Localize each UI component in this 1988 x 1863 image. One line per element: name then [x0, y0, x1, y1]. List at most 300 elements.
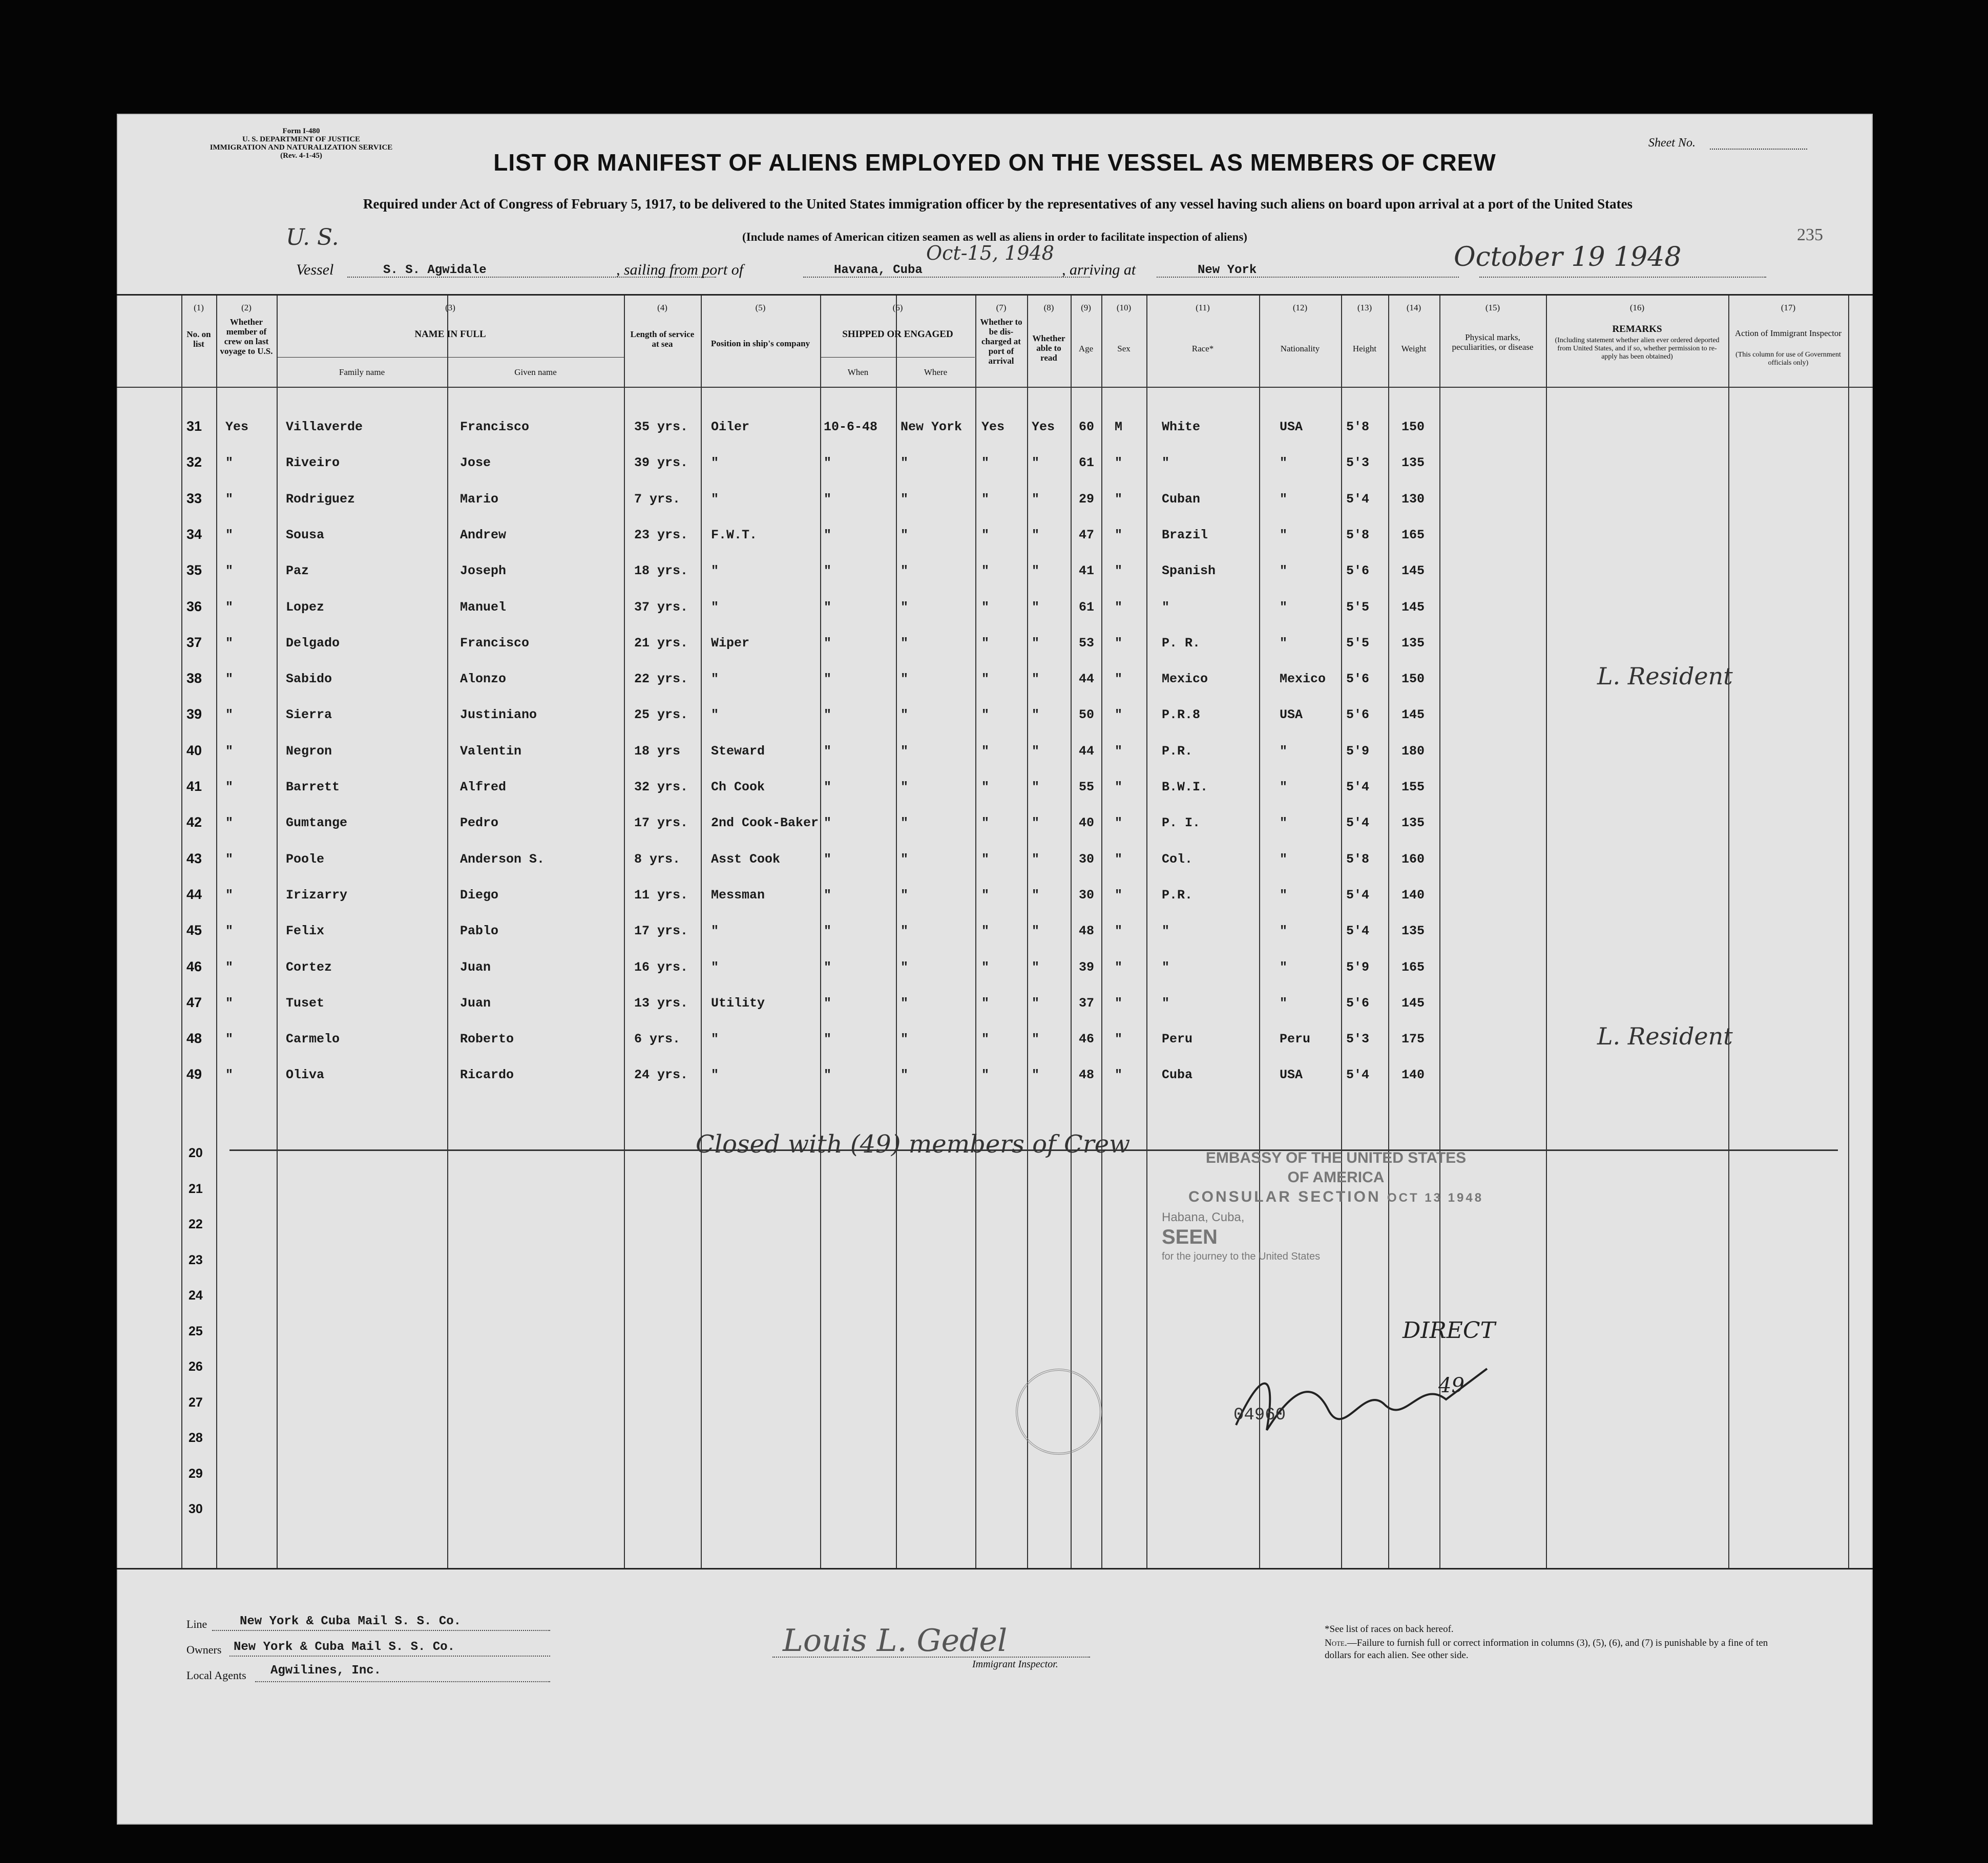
cell-age: 48: [1079, 1067, 1095, 1083]
cell-shipped-when: ": [824, 491, 832, 507]
cell-discharged: ": [981, 599, 990, 615]
cell-nationality: Peru: [1280, 1032, 1311, 1047]
cell-age: 41: [1079, 563, 1095, 579]
cell-nationality: ": [1280, 635, 1288, 651]
cell-given-name: Ricardo: [460, 1067, 514, 1083]
row-number: 46: [186, 958, 202, 974]
cell-shipped-where: ": [901, 995, 909, 1011]
cell-race: ": [1162, 924, 1170, 939]
table-row: [117, 881, 1873, 911]
cell-given-name: Roberto: [460, 1032, 514, 1047]
cell-position: Utility: [711, 995, 765, 1011]
cell-shipped-where: ": [901, 599, 909, 615]
col-num-3: (3): [445, 303, 455, 312]
cell-height: 5'4: [1346, 815, 1370, 831]
cell-weight: 135: [1401, 924, 1425, 939]
header-remarks-note: (Including statement whether alien ever ordered deported from United States, and if so, whether permission to re-apply has been obtained): [1555, 337, 1720, 361]
cell-discharged: ": [981, 995, 990, 1011]
cell-sex: ": [1115, 887, 1123, 903]
vessel-label: Vessel: [296, 261, 334, 278]
cell-race: P. R.: [1162, 635, 1201, 651]
cell-position: Messman: [711, 887, 765, 903]
table-row: [117, 916, 1873, 947]
cell-age: 60: [1079, 420, 1095, 434]
cell-family-name: Delgado: [286, 635, 340, 651]
cell-discharged: ": [981, 780, 990, 794]
stamp-line-2: OF AMERICA: [1287, 1169, 1385, 1186]
footer-line-label: Line: [186, 1618, 207, 1630]
arrival-date-line: [1479, 277, 1766, 278]
cell-able-to-read: ": [1032, 491, 1040, 507]
cell-able-to-read: ": [1032, 707, 1040, 723]
cell-last-voyage: ": [225, 924, 234, 939]
cell-height: 5'4: [1346, 924, 1370, 939]
header-length-service: Length of service at sea: [630, 329, 695, 349]
cell-last-voyage: ": [225, 887, 234, 903]
cell-discharged: ": [981, 635, 990, 651]
consul-signature: [1231, 1348, 1497, 1456]
col-num-17: (17): [1781, 303, 1796, 312]
cell-shipped-when: ": [824, 995, 832, 1011]
row-number: 37: [186, 634, 202, 650]
cell-last-voyage: Yes: [225, 420, 249, 434]
cell-weight: 150: [1401, 672, 1425, 687]
cell-last-voyage: ": [225, 995, 234, 1011]
cell-shipped-where: ": [901, 780, 909, 794]
cell-age: 37: [1079, 995, 1095, 1011]
cell-weight: 160: [1401, 851, 1425, 867]
row-number: 42: [186, 814, 202, 830]
cell-shipped-when: ": [824, 635, 832, 651]
cell-nationality: ": [1280, 455, 1288, 471]
cell-given-name: Pedro: [460, 815, 499, 831]
cell-shipped-when: ": [824, 851, 832, 867]
cell-race: P.R.8: [1162, 707, 1201, 723]
cell-sex: ": [1115, 707, 1123, 723]
row-number: 29: [189, 1466, 203, 1481]
cell-position: Wiper: [711, 635, 750, 651]
cell-nationality: USA: [1280, 1067, 1303, 1083]
table-row: [117, 808, 1873, 839]
cell-given-name: Jose: [460, 455, 491, 471]
cell-race: ": [1162, 599, 1170, 615]
cell-height: 5'3: [1346, 1032, 1370, 1047]
row-number: 28: [189, 1431, 203, 1445]
cell-race: P.R.: [1162, 743, 1193, 759]
header-physical-marks: Physical marks, peculiarities, or disease: [1452, 332, 1534, 352]
form-revision: (Rev. 4-1-45): [280, 152, 322, 160]
cell-service-length: 37 yrs.: [634, 599, 688, 615]
cell-given-name: Valentin: [460, 743, 522, 759]
cell-discharged: ": [981, 924, 990, 939]
footer-note: [1325, 1637, 1786, 1662]
cell-able-to-read: ": [1032, 887, 1040, 903]
department-name: U. S. DEPARTMENT OF JUSTICE: [242, 135, 361, 143]
page-title: LIST OR MANIFEST OF ALIENS EMPLOYED ON THE VESSEL AS MEMBERS OF CREW: [493, 149, 1496, 176]
cell-family-name: Tuset: [286, 995, 325, 1011]
cell-sex: ": [1115, 635, 1123, 651]
cell-weight: 135: [1401, 635, 1425, 651]
cell-discharged: ": [981, 815, 990, 831]
cell-last-voyage: ": [225, 815, 234, 831]
cell-family-name: Rodriguez: [286, 491, 355, 507]
cell-position: F.W.T.: [711, 527, 758, 542]
table-row: [117, 845, 1873, 875]
cell-shipped-where: ": [901, 635, 909, 651]
cell-last-voyage: ": [225, 527, 234, 542]
cell-family-name: Poole: [286, 851, 325, 867]
table-row: [117, 772, 1873, 803]
cell-shipped-when: ": [824, 527, 832, 542]
cell-family-name: Sierra: [286, 707, 332, 723]
cell-able-to-read: ": [1032, 924, 1040, 939]
cell-given-name: Francisco: [460, 420, 530, 434]
cell-shipped-where: ": [901, 527, 909, 542]
cell-height: 5'6: [1346, 707, 1370, 723]
cell-weight: 135: [1401, 455, 1425, 471]
cell-race: Mexico: [1162, 672, 1208, 687]
cell-height: 5'5: [1346, 635, 1370, 651]
cell-service-length: 39 yrs.: [634, 455, 688, 471]
cell-race: ": [1162, 455, 1170, 471]
row-number: 35: [186, 562, 202, 578]
cell-last-voyage: ": [225, 455, 234, 471]
row-number: 32: [186, 454, 202, 470]
cell-last-voyage: ": [225, 780, 234, 794]
cell-race: Spanish: [1162, 563, 1216, 579]
cell-weight: 165: [1401, 959, 1425, 975]
cell-shipped-where: ": [901, 455, 909, 471]
cell-last-voyage: ": [225, 599, 234, 615]
row-number: 47: [186, 994, 202, 1010]
row-number: 43: [186, 850, 202, 866]
cell-shipped-when: ": [824, 599, 832, 615]
cell-family-name: Carmelo: [286, 1032, 340, 1047]
stamp-place: Habana, Cuba,: [1162, 1210, 1245, 1224]
cell-shipped-when: ": [824, 924, 832, 939]
cell-race: ": [1162, 959, 1170, 975]
cell-shipped-when: ": [824, 563, 832, 579]
cell-weight: 180: [1401, 743, 1425, 759]
header-weight: Weight: [1401, 344, 1427, 353]
col-num-7: (7): [996, 303, 1007, 312]
cell-height: 5'6: [1346, 563, 1370, 579]
cell-able-to-read: ": [1032, 959, 1040, 975]
cell-shipped-where: ": [901, 1032, 909, 1047]
cell-position: 2nd Cook-Baker: [711, 815, 819, 831]
cell-given-name: Joseph: [460, 563, 507, 579]
row-number: 49: [186, 1066, 202, 1082]
table-row: [117, 1024, 1873, 1055]
col-num-8: (8): [1043, 303, 1054, 312]
footer-agents-label: Local Agents: [186, 1669, 246, 1682]
cell-discharged: ": [981, 1032, 990, 1047]
cell-given-name: Mario: [460, 491, 499, 507]
cell-sex: ": [1115, 743, 1123, 759]
cell-able-to-read: Yes: [1032, 420, 1055, 434]
header-where: Where: [924, 367, 948, 377]
cell-nationality: ": [1280, 599, 1288, 615]
row-number: 45: [186, 923, 202, 938]
cell-discharged: ": [981, 743, 990, 759]
cell-age: 44: [1079, 743, 1095, 759]
cell-position: Ch Cook: [711, 780, 765, 794]
cell-shipped-when: ": [824, 1067, 832, 1083]
cell-height: 5'3: [1346, 455, 1370, 471]
cell-service-length: 7 yrs.: [634, 491, 681, 507]
cell-race: Brazil: [1162, 527, 1208, 542]
table-row: [117, 664, 1873, 695]
cell-nationality: ": [1280, 924, 1288, 939]
cell-nationality: ": [1280, 851, 1288, 867]
col-num-9: (9): [1081, 303, 1091, 312]
cell-sex: ": [1115, 780, 1123, 794]
cell-shipped-where: ": [901, 1067, 909, 1083]
cell-remarks: L. Resident: [1597, 662, 1733, 690]
cell-position: ": [711, 672, 719, 687]
row-number: 30: [189, 1502, 203, 1516]
cell-service-length: 23 yrs.: [634, 527, 688, 542]
cell-position: Oiler: [711, 420, 750, 434]
col-num-13: (13): [1357, 303, 1372, 312]
cell-discharged: ": [981, 707, 990, 723]
cell-given-name: Francisco: [460, 635, 530, 651]
cell-service-length: 24 yrs.: [634, 1067, 688, 1083]
cell-position: ": [711, 563, 719, 579]
cell-last-voyage: ": [225, 672, 234, 687]
cell-service-length: 22 yrs.: [634, 672, 688, 687]
row-number: 21: [189, 1181, 203, 1196]
cell-position: ": [711, 455, 719, 471]
stamp-date: OCT 13 1948: [1387, 1191, 1484, 1205]
cell-service-length: 25 yrs.: [634, 707, 688, 723]
cell-given-name: Diego: [460, 887, 499, 903]
cell-discharged: ": [981, 672, 990, 687]
cell-weight: 140: [1401, 887, 1425, 903]
header-sex: Sex: [1117, 344, 1131, 353]
table-row: [117, 700, 1873, 731]
cell-able-to-read: ": [1032, 1067, 1040, 1083]
row-number: 40: [186, 742, 202, 758]
cell-height: 5'4: [1346, 1067, 1370, 1083]
cell-age: 47: [1079, 527, 1095, 542]
cell-position: ": [711, 1067, 719, 1083]
row-number: 36: [186, 598, 202, 614]
cell-discharged: Yes: [981, 420, 1005, 434]
cell-given-name: Juan: [460, 995, 491, 1011]
cell-able-to-read: ": [1032, 527, 1040, 542]
cell-race: Col.: [1162, 851, 1193, 867]
table-row: [117, 556, 1873, 587]
cell-discharged: ": [981, 527, 990, 542]
cell-height: 5'6: [1346, 995, 1370, 1011]
cell-last-voyage: ": [225, 491, 234, 507]
cell-last-voyage: ": [225, 707, 234, 723]
cell-height: 5'4: [1346, 780, 1370, 794]
footer-owners-label: Owners: [186, 1643, 222, 1656]
cell-service-length: 32 yrs.: [634, 780, 688, 794]
cell-height: 5'8: [1346, 851, 1370, 867]
header-nationality: Nationality: [1280, 344, 1320, 353]
cell-discharged: ": [981, 851, 990, 867]
cell-sex: ": [1115, 1032, 1123, 1047]
cell-shipped-when: ": [824, 815, 832, 831]
table-row: [117, 593, 1873, 623]
cell-race: P. I.: [1162, 815, 1201, 831]
cell-family-name: Oliva: [286, 1067, 325, 1083]
cell-weight: 145: [1401, 563, 1425, 579]
table-row: [117, 448, 1873, 479]
arriving-label: , arriving at: [1062, 261, 1136, 278]
cell-weight: 145: [1401, 707, 1425, 723]
cell-shipped-where: ": [901, 815, 909, 831]
cell-race: P.R.: [1162, 887, 1193, 903]
cell-sex: ": [1115, 455, 1123, 471]
cell-sex: ": [1115, 599, 1123, 615]
cell-last-voyage: ": [225, 743, 234, 759]
col-num-6: (6): [892, 303, 903, 312]
cell-discharged: ": [981, 563, 990, 579]
cell-height: 5'9: [1346, 743, 1370, 759]
form-number: Form I-480: [282, 127, 320, 135]
cell-able-to-read: ": [1032, 455, 1040, 471]
row-number: 24: [189, 1288, 203, 1303]
sailing-port: Havana, Cuba: [834, 263, 923, 277]
cell-shipped-where: ": [901, 563, 909, 579]
handwritten-mark: U. S.: [286, 224, 339, 250]
cell-family-name: Felix: [286, 924, 325, 939]
cell-sex: ": [1115, 851, 1123, 867]
cell-age: 39: [1079, 959, 1095, 975]
cell-sex: M: [1115, 420, 1123, 434]
stamp-journey: for the journey to the United States: [1162, 1251, 1321, 1262]
table-row: [117, 485, 1873, 515]
cell-age: 48: [1079, 924, 1095, 939]
col-num-10: (10): [1116, 303, 1132, 312]
row-number: 23: [189, 1252, 203, 1267]
cell-sex: ": [1115, 1067, 1123, 1083]
cell-nationality: Mexico: [1280, 672, 1326, 687]
stamp-direct: DIRECT: [1403, 1317, 1495, 1344]
row-number: 22: [189, 1217, 203, 1231]
row-number: 26: [189, 1359, 203, 1374]
cell-given-name: Alfred: [460, 780, 507, 794]
footer-line-value: New York & Cuba Mail S. S. Co.: [240, 1615, 462, 1628]
header-height: Height: [1352, 344, 1377, 353]
cell-given-name: Anderson S.: [460, 851, 545, 867]
cell-last-voyage: ": [225, 851, 234, 867]
table-row: [117, 989, 1873, 1019]
cell-age: 53: [1079, 635, 1095, 651]
cell-shipped-when: ": [824, 1032, 832, 1047]
footer-owners-value: New York & Cuba Mail S. S. Co.: [234, 1640, 455, 1654]
table-row: [117, 412, 1873, 443]
cell-sex: ": [1115, 959, 1123, 975]
seal-icon: [1016, 1369, 1102, 1455]
header-given-name: Given name: [514, 367, 557, 377]
cell-family-name: Barrett: [286, 780, 340, 794]
cell-shipped-where: ": [901, 707, 909, 723]
cell-age: 55: [1079, 780, 1095, 794]
signature-scrawl-icon: [1231, 1348, 1497, 1451]
cell-race: B.W.I.: [1162, 780, 1208, 794]
cell-shipped-when: ": [824, 455, 832, 471]
stamp-line-3: CONSULAR SECTION: [1188, 1188, 1381, 1205]
cell-sex: ": [1115, 672, 1123, 687]
cell-shipped-when: ": [824, 672, 832, 687]
sailing-date: Oct-15, 1948: [926, 242, 1054, 264]
sailing-label: , sailing from port of: [616, 261, 744, 278]
cell-position: ": [711, 599, 719, 615]
cell-position: Steward: [711, 743, 765, 759]
cell-height: 5'6: [1346, 672, 1370, 687]
cell-age: 61: [1079, 455, 1095, 471]
arriving-port: New York: [1198, 263, 1257, 277]
cell-height: 5'9: [1346, 959, 1370, 975]
cell-race: Cuban: [1162, 491, 1201, 507]
cell-given-name: Pablo: [460, 924, 499, 939]
cell-age: 46: [1079, 1032, 1095, 1047]
cell-nationality: ": [1280, 959, 1288, 975]
cell-able-to-read: ": [1032, 815, 1040, 831]
sheet-number-label: Sheet No.: [1648, 136, 1696, 150]
cell-given-name: Justiniano: [460, 707, 537, 723]
cell-given-name: Alonzo: [460, 672, 507, 687]
cell-shipped-when: ": [824, 707, 832, 723]
cell-able-to-read: ": [1032, 635, 1040, 651]
vessel-name: S. S. Agwidale: [383, 263, 487, 277]
cell-nationality: ": [1280, 563, 1288, 579]
header-able-to-read: Whether able to read: [1032, 333, 1065, 363]
cell-family-name: Sousa: [286, 527, 325, 542]
col-num-5: (5): [755, 303, 766, 312]
arrival-date: October 19 1948: [1454, 242, 1682, 273]
header-when: When: [847, 367, 869, 377]
cell-able-to-read: ": [1032, 672, 1040, 687]
cell-shipped-when: ": [824, 743, 832, 759]
col-num-1: (1): [194, 303, 204, 312]
row-number: 39: [186, 706, 202, 722]
cell-service-length: 18 yrs.: [634, 563, 688, 579]
row-number: 33: [186, 490, 202, 506]
cell-able-to-read: ": [1032, 599, 1040, 615]
cell-shipped-where: ": [901, 743, 909, 759]
footer-agents-value: Agwilines, Inc.: [270, 1664, 382, 1678]
col-num-12: (12): [1292, 303, 1308, 312]
cell-weight: 130: [1401, 491, 1425, 507]
cell-age: 50: [1079, 707, 1095, 723]
cell-family-name: Sabido: [286, 672, 332, 687]
header-remarks: REMARKS: [1612, 324, 1662, 334]
cell-given-name: Juan: [460, 959, 491, 975]
cell-height: 5'5: [1346, 599, 1370, 615]
cell-height: 5'4: [1346, 887, 1370, 903]
row-number: 44: [186, 886, 202, 902]
cell-race: ": [1162, 995, 1170, 1011]
cell-service-length: 6 yrs.: [634, 1032, 681, 1047]
cell-sex: ": [1115, 491, 1123, 507]
cell-shipped-when: ": [824, 959, 832, 975]
cell-service-length: 18 yrs: [634, 743, 681, 759]
cell-sex: ": [1115, 995, 1123, 1011]
cell-age: 61: [1079, 599, 1095, 615]
header-last-voyage: Whether member of crew on last voyage to U.S.: [220, 317, 273, 356]
row-number: 31: [186, 418, 202, 434]
header-name-in-full: NAME IN FULL: [414, 329, 486, 340]
cell-able-to-read: ": [1032, 563, 1040, 579]
cell-shipped-when: ": [824, 887, 832, 903]
cell-position: ": [711, 1032, 719, 1047]
